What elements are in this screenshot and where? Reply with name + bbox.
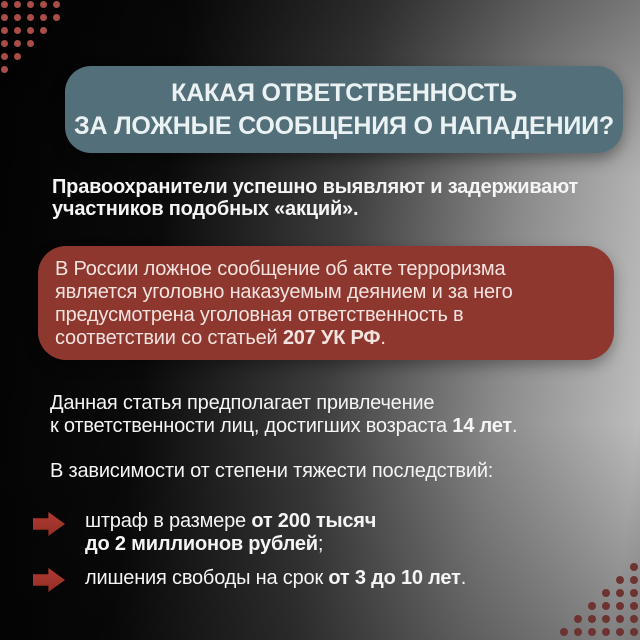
- age-note-line1: Данная статья предполагает привлечение: [50, 392, 435, 414]
- law-article-number: 207 УК РФ: [282, 327, 381, 349]
- prison-term: от 3 до 10 лет: [328, 567, 461, 589]
- intro-line2: участников подобных «акций».: [52, 198, 359, 220]
- red-arrow-icon: [33, 512, 65, 536]
- header-title-box: [65, 66, 623, 153]
- decor-dots-bottom-right-icon: [560, 563, 638, 636]
- law-line2: является уголовно наказуемым деянием и за него: [55, 281, 513, 303]
- decor-dots-top-left-icon: [1, 1, 60, 73]
- age-note-line2: к ответственности лиц, достигших возраста 14 лет.: [50, 414, 518, 437]
- penalty-fine-text: штраф в размере от 200 тысяч до 2 миллионов рублей;: [85, 510, 377, 555]
- law-statement-box: [38, 246, 614, 360]
- header-title-line1: КАКАЯ ОТВЕТСТВЕННОСТЬ: [171, 78, 517, 107]
- law-line3: предусмотрена уголовная ответственность в: [55, 304, 464, 326]
- age-value: 14 лет: [452, 414, 512, 437]
- header-title-line2: ЗА ЛОЖНЫЕ СООБЩЕНИЯ О НАПАДЕНИИ?: [74, 111, 614, 140]
- age-note-paragraph: [50, 392, 517, 437]
- penalty-bullet-fine: [33, 510, 385, 555]
- law-line4: соответствии со статьей 207 УК РФ.: [55, 327, 386, 349]
- severity-note: В зависимости от степени тяжести последствий:: [50, 460, 494, 482]
- penalty-bullet-prison: [33, 567, 466, 592]
- intro-paragraph: [52, 176, 578, 220]
- fine-amount: от 200 тысяч до 2 миллионов рублей: [85, 510, 377, 555]
- penalty-prison-text: лишения свободы на срок от 3 до 10 лет.: [85, 567, 467, 589]
- law-line1: В России ложное сообщение об акте терроризма: [55, 258, 506, 280]
- intro-line1: Правоохранители успешно выявляют и задерживают: [52, 176, 579, 198]
- red-arrow-icon: [33, 568, 65, 592]
